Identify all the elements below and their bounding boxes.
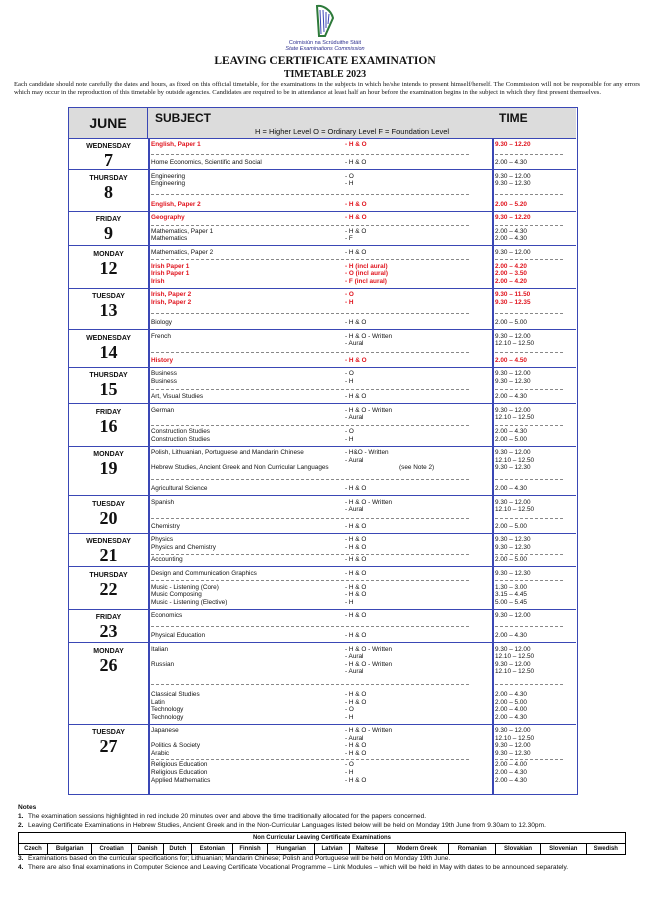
exam-level: - H & O - Written xyxy=(345,727,393,734)
exam-level: - Aural xyxy=(345,340,364,348)
exam-time: 2.00 – 4.30 xyxy=(495,485,527,493)
note-3-text: Examinations based on the curricular specifications for; Lithuanian; Mandarin Chinese; Polish and Portuguese will be held on Monday 19th June. xyxy=(28,855,451,862)
day-block xyxy=(69,610,576,643)
day-block xyxy=(69,725,576,785)
exam-level: - H xyxy=(345,769,354,776)
exam-subject: Music - Listening (Elective) xyxy=(151,598,228,606)
exam-time: 2.00 – 5.20 xyxy=(495,200,527,208)
day-weekday: THURSDAY xyxy=(89,372,128,379)
exam-level: - H & O - Written xyxy=(345,406,393,414)
day-weekday: TUESDAY xyxy=(92,500,125,508)
row-separator xyxy=(495,352,563,353)
exam-subject: Religious Education xyxy=(151,761,208,769)
language-cell: Slovakian xyxy=(496,844,541,855)
language-cell: Czech xyxy=(19,844,48,855)
exam-level: - H & O - Written xyxy=(345,660,393,668)
row-separator xyxy=(495,684,563,685)
exam-subject: German xyxy=(151,406,175,414)
exam-time: 9.30 – 12.00 xyxy=(495,498,531,506)
exam-level: - F xyxy=(345,235,353,243)
day-block xyxy=(69,368,576,404)
timetable xyxy=(68,107,578,795)
exam-time: 12.10 – 12.50 xyxy=(495,506,535,514)
exam-time: 2.00 – 4.50 xyxy=(495,356,527,364)
exam-time: 9.30 – 12.00 xyxy=(495,612,531,619)
exam-subject: Mathematics, Paper 1 xyxy=(151,227,214,235)
note-2-text: Leaving Certificate Examinations in Hebrew Studies, Ancient Greek and in the Non-Curricular Languages listed below will be held on Monday 19th June from 9.30am to 12.30pm. xyxy=(28,822,546,829)
row-separator xyxy=(151,154,469,155)
exam-time: 1.30 – 3.00 xyxy=(495,583,527,591)
exam-time: 9.30 – 12.00 xyxy=(495,727,531,734)
day-block xyxy=(69,447,576,496)
exam-subject: English, Paper 1 xyxy=(151,141,201,148)
row-separator xyxy=(495,425,563,426)
language-cell: Latvian xyxy=(315,844,349,855)
exam-level: - Aural xyxy=(345,668,364,676)
exam-subject: Irish xyxy=(151,277,165,285)
exam-time: 2.00 – 4.00 xyxy=(495,706,527,714)
day-weekday: WEDNESDAY xyxy=(86,538,131,545)
exam-subject: Classical Studies xyxy=(151,691,200,699)
row-separator xyxy=(151,352,469,353)
exam-time: 2.00 – 4.30 xyxy=(495,776,527,784)
day-date: 9 xyxy=(104,223,113,243)
exam-subject: Physical Education xyxy=(151,632,205,640)
row-separator xyxy=(151,479,469,480)
row-separator xyxy=(495,518,563,519)
day-weekday: WEDNESDAY xyxy=(86,334,131,342)
exam-subject: French xyxy=(151,332,171,340)
row-separator xyxy=(151,225,469,226)
exam-time: 9.30 – 12.00 xyxy=(495,370,531,377)
exam-level: - H & O xyxy=(345,742,367,750)
exam-time: 12.10 – 12.50 xyxy=(495,734,535,742)
exam-subject: Arabic xyxy=(151,749,170,757)
day-date: 15 xyxy=(99,379,118,399)
exam-subject: Engineering xyxy=(151,172,186,180)
exam-level: - H & O xyxy=(345,749,367,757)
exam-subject: Music Composing xyxy=(151,591,202,599)
exam-subject: Hebrew Studies, Ancient Greek and Non Curricular Languages xyxy=(151,464,329,472)
day-block xyxy=(69,289,576,330)
language-cell: Estonian xyxy=(192,844,233,855)
exam-subject: Home Economics, Scientific and Social xyxy=(151,159,262,167)
commission-name xyxy=(0,40,650,52)
day-date: 20 xyxy=(99,507,118,528)
exam-subject: Music - Listening (Core) xyxy=(151,583,219,591)
exam-level: - Aural xyxy=(345,506,364,514)
exam-subject: Irish Paper 1 xyxy=(151,262,190,270)
row-separator xyxy=(495,194,563,195)
day-weekday: FRIDAY xyxy=(95,216,122,223)
exam-level: - H xyxy=(345,598,354,606)
exam-subject: Irish, Paper 2 xyxy=(151,298,192,306)
exam-subject: Irish Paper 1 xyxy=(151,270,190,278)
exam-level: - H & O - Written xyxy=(345,645,393,653)
timetable-header xyxy=(69,108,576,139)
notes xyxy=(18,803,638,830)
exam-subject: Mathematics, Paper 2 xyxy=(151,248,214,256)
exam-time: 9.30 – 12.30 xyxy=(495,377,531,385)
exam-time: 9.30 – 12.30 xyxy=(495,536,531,543)
exam-level: - H & O xyxy=(345,591,367,599)
exam-time: 9.30 – 12.35 xyxy=(495,298,531,306)
exam-level: - H & O xyxy=(345,691,367,699)
exam-level: - O xyxy=(345,428,354,436)
exam-time: 2.00 – 5.00 xyxy=(495,435,527,443)
exam-subject: Japanese xyxy=(151,727,179,734)
exam-level: - H & O xyxy=(345,698,367,706)
exam-time: 12.10 – 12.50 xyxy=(495,456,535,464)
note-3: 3. Examinations based on the curricular specifications for; Lithuanian; Mandarin Chinese; Polish and Portuguese will be held on Monday 19th June. xyxy=(18,855,451,862)
language-cell: Modern Greek xyxy=(385,844,449,855)
exam-time: 9.30 – 12.00 xyxy=(495,742,531,750)
exam-level: - H (incl aural) xyxy=(345,262,388,270)
exam-subject: Geography xyxy=(151,214,185,221)
exam-subject: Economics xyxy=(151,612,183,619)
day-date: 13 xyxy=(99,300,118,320)
exam-time: 2.00 – 4.30 xyxy=(495,691,527,699)
exam-subject: Applied Mathematics xyxy=(151,776,211,784)
exam-level: - O xyxy=(345,761,354,769)
month-label: JUNE xyxy=(69,108,148,138)
commission-english: State Examinations Commission xyxy=(285,46,365,52)
exam-time: 2.00 – 5.00 xyxy=(495,698,527,706)
exam-level: - O xyxy=(345,370,354,377)
exam-level: - Aural xyxy=(345,414,364,422)
time-header: TIME xyxy=(499,111,528,125)
exam-level: - H & O xyxy=(345,536,367,543)
day-weekday: TUESDAY xyxy=(92,729,125,736)
exam-time: 9.30 – 12.00 xyxy=(495,660,531,668)
day-weekday: MONDAY xyxy=(93,250,124,258)
exam-time: 2.00 – 5.00 xyxy=(495,556,527,564)
row-separator xyxy=(495,313,563,314)
exam-level: - H & O xyxy=(345,214,367,221)
page-subtitle: TIMETABLE 2023 xyxy=(283,69,367,80)
language-cell: Croatian xyxy=(92,844,131,855)
exam-level: - H & O xyxy=(345,776,367,784)
language-cell: Finnish xyxy=(233,844,268,855)
exam-level: - H & O - Written xyxy=(345,332,393,340)
day-block xyxy=(69,139,576,170)
row-separator xyxy=(495,225,563,226)
exam-time: 12.10 – 12.50 xyxy=(495,414,535,422)
row-separator xyxy=(151,194,469,195)
row-separator xyxy=(495,389,563,390)
day-weekday: THURSDAY xyxy=(89,571,128,579)
exam-subject: Biology xyxy=(151,319,172,327)
row-separator xyxy=(495,479,563,480)
exam-subject: English, Paper 2 xyxy=(151,200,201,208)
language-cell: Romanian xyxy=(449,844,496,855)
exam-level: (see Note 2) xyxy=(399,464,435,472)
exam-subject: Russian xyxy=(151,660,175,668)
exam-time: 2.00 – 3.50 xyxy=(495,270,527,278)
exam-subject: Construction Studies xyxy=(151,428,210,436)
exam-level: - H xyxy=(345,377,354,385)
row-separator xyxy=(151,626,469,627)
exam-level: - O xyxy=(345,291,354,298)
exam-subject: Construction Studies xyxy=(151,435,210,443)
exam-level: - O xyxy=(345,706,354,714)
exam-subject: Accounting xyxy=(151,556,183,564)
exam-level: - H & O xyxy=(345,556,367,564)
exam-time: 9.30 – 12.00 xyxy=(495,332,531,340)
day-block xyxy=(69,644,576,725)
exam-time: 9.30 – 12.20 xyxy=(495,214,531,221)
day-block xyxy=(69,405,576,447)
day-block xyxy=(69,331,576,368)
exam-level: - H & O xyxy=(345,159,367,167)
day-weekday: TUESDAY xyxy=(92,293,125,300)
row-separator xyxy=(151,313,469,314)
non-curricular-table xyxy=(18,832,626,855)
day-block xyxy=(69,171,576,212)
exam-level: - H xyxy=(345,180,354,188)
exam-subject: Engineering xyxy=(151,180,186,188)
exam-time: 2.00 – 5.00 xyxy=(495,319,527,327)
exam-time: 2.00 – 4.20 xyxy=(495,262,527,270)
notes-continued xyxy=(18,854,638,872)
page-title: LEAVING CERTIFICATE EXAMINATION xyxy=(214,55,436,67)
day-weekday: WEDNESDAY xyxy=(86,143,131,150)
language-cell: Danish xyxy=(131,844,164,855)
exam-time: 9.30 – 12.30 xyxy=(495,569,531,577)
day-block xyxy=(69,212,576,246)
exam-level: - O xyxy=(345,172,354,180)
exam-time: 5.00 – 5.45 xyxy=(495,598,527,606)
exam-level: - O (incl aural) xyxy=(345,270,388,278)
day-weekday: MONDAY xyxy=(93,647,124,655)
language-cell: Maltese xyxy=(349,844,385,855)
commission-irish: Coimisiún na Scrúduithe Stáit xyxy=(288,40,362,46)
exam-time: 9.30 – 12.00 xyxy=(495,172,531,180)
note-2: 2. Leaving Certificate Examinations in Hebrew Studies, Ancient Greek and in the Non-Curricular Languages listed below will be held on Monday 19th June from 9.30am to 12.30pm. xyxy=(18,822,546,829)
exam-level: - H & O xyxy=(345,248,367,256)
non-curricular-title: Non Curricular Leaving Certificate Examinations xyxy=(19,833,626,844)
harp-logo-icon xyxy=(313,4,337,38)
exam-time: 9.30 – 12.00 xyxy=(495,645,531,653)
exam-subject: Design and Communication Graphics xyxy=(151,569,257,577)
notes-heading: Notes xyxy=(18,804,37,811)
day-date: 19 xyxy=(99,458,118,478)
exam-time: 2.00 – 4.20 xyxy=(495,277,527,285)
exam-level: - H & O xyxy=(345,319,367,327)
exam-subject: Physics and Chemistry xyxy=(151,543,216,551)
exam-subject: Business xyxy=(151,370,177,377)
day-date: 12 xyxy=(99,257,118,278)
note-1: 1. The examination sessions highlighted in red include 20 minutes over and above the time traditionally allocated for the papers concerned. xyxy=(18,813,427,820)
exam-subject: Art, Visual Studies xyxy=(151,393,204,401)
exam-time: 12.10 – 12.50 xyxy=(495,653,535,661)
exam-level: - Aural xyxy=(345,653,364,661)
row-separator xyxy=(151,425,469,426)
day-weekday: FRIDAY xyxy=(95,614,122,621)
exam-time: 12.10 – 12.50 xyxy=(495,668,535,676)
exam-level: - H & O xyxy=(345,356,367,364)
day-block xyxy=(69,247,576,289)
exam-level: - H&O - Written xyxy=(345,449,389,456)
exam-subject: Technology xyxy=(151,713,184,721)
note-1-text: The examination sessions highlighted in red include 20 minutes over and above the time traditionally allocated for the papers concerned. xyxy=(28,813,427,820)
exam-subject: Italian xyxy=(151,645,169,653)
language-cell: Swedish xyxy=(586,844,625,855)
exam-time: 9.30 – 12.30 xyxy=(495,749,531,757)
exam-subject: Polish, Lithuanian, Portuguese and Mandarin Chinese xyxy=(151,449,304,456)
exam-subject: Agricultural Science xyxy=(151,485,208,493)
exam-subject: Mathematics xyxy=(151,235,188,243)
exam-level: - Aural xyxy=(345,734,364,742)
day-date: 7 xyxy=(104,150,113,170)
row-separator xyxy=(151,580,469,581)
exam-level: - H & O xyxy=(345,393,367,401)
day-date: 14 xyxy=(99,341,118,362)
exam-level: - H xyxy=(345,298,354,306)
exam-subject: Spanish xyxy=(151,498,175,506)
exam-subject: Religious Education xyxy=(151,769,208,776)
exam-level: - H & O xyxy=(345,543,367,551)
day-weekday: THURSDAY xyxy=(89,174,128,182)
exam-level: - H & O xyxy=(345,485,367,493)
day-date: 23 xyxy=(99,621,118,641)
row-separator xyxy=(151,759,469,760)
exam-subject: Latin xyxy=(151,698,165,706)
exam-level: - H & O xyxy=(345,569,367,577)
row-separator xyxy=(151,389,469,390)
exam-time: 2.00 – 4.30 xyxy=(495,159,527,167)
exam-level: - Aural xyxy=(345,456,364,464)
exam-subject: Business xyxy=(151,377,177,385)
exam-level: - H & O xyxy=(345,612,367,619)
row-separator xyxy=(151,684,469,685)
exam-level: - H & O xyxy=(345,141,367,148)
exam-time: 2.00 – 4.30 xyxy=(495,632,527,640)
note-4-text: There are also final examinations in Computer Science and Leaving Certificate Vocational Programme – Link Modules – which will be held in May with dates to be announced separately. xyxy=(28,864,569,871)
exam-time: 9.30 – 12.00 xyxy=(495,449,531,456)
exam-level: - H xyxy=(345,713,354,721)
exam-time: 2.00 – 4.00 xyxy=(495,761,527,769)
exam-time: 2.00 – 4.30 xyxy=(495,428,527,436)
exam-time: 2.00 – 4.30 xyxy=(495,393,527,401)
language-cell: Slovenian xyxy=(541,844,587,855)
exam-level: - H & O xyxy=(345,632,367,640)
intro-text: Each candidate should note carefully the dates and hours, as fixed on this official timetable, for the examinations in the subjects in which he/she intends to present himself/herself. The Commission will not be responsible for any errors which may occur in the reproduction of this timetable by outside agencies. Candidates are required to be in attendance at least half an hour before the examination begins in the subject in which they first present themselves. xyxy=(14,81,640,96)
row-separator xyxy=(495,759,563,760)
day-date: 8 xyxy=(104,181,113,202)
day-date: 27 xyxy=(99,736,118,756)
exam-time: 9.30 – 12.30 xyxy=(495,180,531,188)
exam-time: 9.30 – 11.50 xyxy=(495,291,531,298)
day-date: 21 xyxy=(99,545,118,565)
language-cell: Bulgarian xyxy=(47,844,91,855)
exam-time: 9.30 – 12.30 xyxy=(495,543,531,551)
exam-subject: History xyxy=(151,356,174,364)
exam-time: 12.10 – 12.50 xyxy=(495,340,535,348)
note-4: 4. There are also final examinations in Computer Science and Leaving Certificate Vocational Programme – Link Modules – which will be held in May with dates to be announced separately. xyxy=(18,864,569,871)
exam-time: 2.00 – 4.30 xyxy=(495,227,527,235)
exam-subject: Irish, Paper 2 xyxy=(151,291,192,298)
exam-time: 2.00 – 5.00 xyxy=(495,522,527,530)
exam-subject: Physics xyxy=(151,536,174,543)
exam-level: - H & O xyxy=(345,227,367,235)
exam-time: 9.30 – 12.20 xyxy=(495,141,531,148)
row-separator xyxy=(495,580,563,581)
exam-subject: Politics & Society xyxy=(151,742,201,750)
day-block xyxy=(69,534,576,567)
exam-level: - H & O xyxy=(345,200,367,208)
exam-level: - H & O - Written xyxy=(345,498,393,506)
exam-level: - F (incl aural) xyxy=(345,277,387,285)
row-separator xyxy=(495,626,563,627)
row-separator xyxy=(495,154,563,155)
row-separator xyxy=(495,554,563,555)
exam-level: - H & O xyxy=(345,522,367,530)
exam-time: 2.00 – 4.30 xyxy=(495,235,527,243)
exam-subject: Chemistry xyxy=(151,522,180,530)
row-separator xyxy=(151,518,469,519)
row-separator xyxy=(151,554,469,555)
row-separator xyxy=(495,259,563,260)
day-date: 22 xyxy=(99,578,118,599)
level-legend: H = Higher Level O = Ordinary Level F = Foundation Level xyxy=(255,127,450,136)
exam-time: 9.30 – 12.00 xyxy=(495,248,531,256)
day-block xyxy=(69,497,576,534)
exam-subject: Technology xyxy=(151,706,184,714)
exam-time: 2.00 – 4.30 xyxy=(495,769,527,776)
day-weekday: FRIDAY xyxy=(95,408,122,416)
non-curricular-languages xyxy=(19,844,626,855)
exam-time: 9.30 – 12.30 xyxy=(495,464,531,472)
exam-level: - H & O xyxy=(345,583,367,591)
language-cell: Dutch xyxy=(164,844,192,855)
exam-level: - H xyxy=(345,435,354,443)
exam-time: 3.15 – 4.45 xyxy=(495,591,527,599)
subject-header: SUBJECT xyxy=(155,111,212,125)
exam-time: 2.00 – 4.30 xyxy=(495,713,527,721)
day-block xyxy=(69,568,576,610)
exam-time: 9.30 – 12.00 xyxy=(495,406,531,414)
language-cell: Hungarian xyxy=(267,844,315,855)
day-date: 26 xyxy=(99,654,118,675)
row-separator xyxy=(151,259,469,260)
day-weekday: MONDAY xyxy=(93,451,124,458)
day-date: 16 xyxy=(99,415,118,436)
